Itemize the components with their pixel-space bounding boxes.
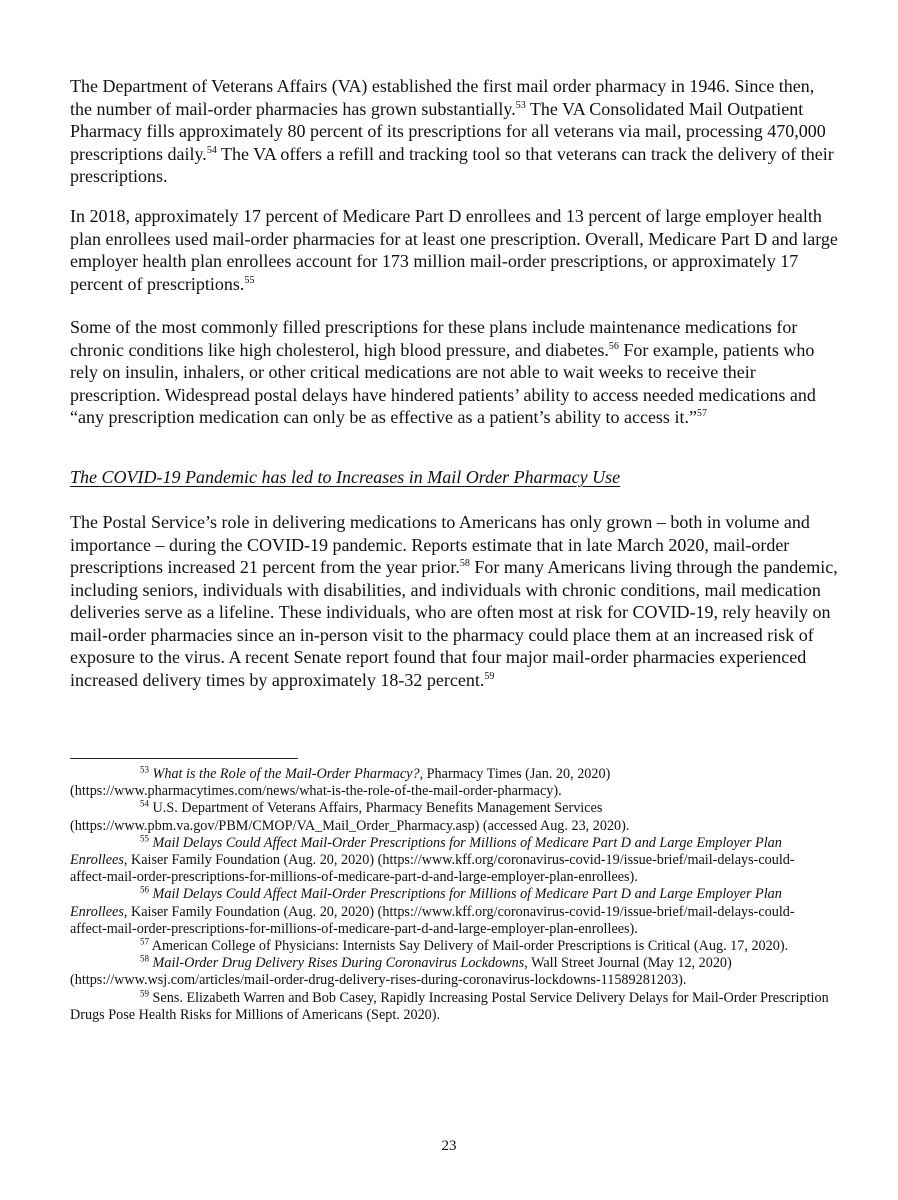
- footnote-ref-53[interactable]: 53: [515, 99, 526, 111]
- paragraph-medicare-enrollees: In 2018, approximately 17 percent of Medicare Part D enrollees and 13 percent of large employer health plan enrollees used mail-order pharmacies for at least one prescription. Overall, Medicare Part D and large employer health plan enrollees account for 173 million mail-order prescriptions, or approximately 17 percent of prescriptions.$^{55}$: [70, 206, 838, 294]
- footnote-55: $^{55}$ Mail Delays Could Affect Mail-Order Prescriptions for Millions of Medicare Part D and Large Employer Plan Enrollees, Kaiser Family Foundation (Aug. 20, 2020) (https://www.kff.org/coronavirus-covid-19/issue-brief/mail-delays-could-affect-mail-order-prescriptions-for-millions-of-medicare-part-d-and-large-employer-plan-enrollees).: [70, 833, 795, 886]
- footnote-ref-57[interactable]: 57: [696, 408, 707, 419]
- footnote-ref-55[interactable]: 55: [244, 274, 255, 286]
- footnote-53: $^{53}$ What is the Role of the Mail-Order Pharmacy?, Pharmacy Times (Jan. 20, 2020) (https://www.pharmacytimes.com/news/what-is-the-role-of-the-mail-order-pharmacy).: [70, 764, 611, 800]
- footnote-ref-59[interactable]: 59: [484, 670, 495, 682]
- footnotes: [70, 766, 830, 1024]
- footnote-divider: [70, 758, 298, 759]
- footnote-58: $^{58}$ Mail-Order Drug Delivery Rises During Coronavirus Lockdowns, Wall Street Journal (May 12, 2020) (https://www.wsj.com/articles/mail-order-drug-delivery-rises-during-coronavirus-lockdowns-11589281203).: [70, 953, 732, 989]
- footnote-ref-54[interactable]: 54: [206, 144, 217, 156]
- paragraph-covid-pandemic: The Postal Service’s role in delivering medications to Americans has only grown – both in volume and importance – during the COVID-19 pandemic. Reports estimate that in late March 2020, mail-order prescriptions increased 21 percent from the year prior.$^{58}$ For many Americans living through the pandemic, including seniors, individuals with disabilities, and individuals with chronic conditions, mail medication deliveries serve as a lifeline. These individuals, who are often most at risk for COVID-19, rely heavily on mail-order pharmacies since an in-person visit to the pharmacy could place them at an increased risk of exposure to the virus. A recent Senate report found that four major mail-order pharmacies experienced increased delivery times by approximately 18-32 percent.$^{59}$: [70, 512, 838, 690]
- paragraph-maintenance-medications: Some of the most commonly filled prescriptions for these plans include maintenance medications for chronic conditions like high cholesterol, high blood pressure, and diabetes.$^{56}$ For example, patients who rely on insulin, inhalers, or other critical medications are not able to wait weeks to receive their prescription. Widespread postal delays have hindered patients’ ability to access needed medications and “any prescription medication can only be as effective as a patient’s ability to access it.”$^{57}$: [70, 317, 816, 427]
- paragraph-va-mail-order: The Department of Veterans Affairs (VA) established the first mail order pharmacy in 1946. Since then, the number of mail-order pharmacies has grown substantially.$^{53}$ The VA Consolidated Mail Outpatient Pharmacy fills approximately 80 percent of its prescriptions for all veterans via mail, processing 470,000 prescriptions daily.$^{54}$ The VA offers a refill and tracking tool so that veterans can track the delivery of their prescriptions.: [70, 76, 834, 186]
- footnote-ref-58[interactable]: 58: [459, 558, 470, 569]
- section-heading: The COVID-19 Pandemic has led to Increases in Mail Order Pharmacy Use: [70, 467, 621, 487]
- footnote-57: $^{57}$ American College of Physicians: Internists Say Delivery of Mail-order Prescriptions is Critical (Aug. 17, 2020).: [140, 936, 789, 955]
- page-number: 23: [441, 1138, 457, 1154]
- footnote-59: $^{59}$ Sens. Elizabeth Warren and Bob Casey, Rapidly Increasing Postal Service Delivery Delays for Mail-Order Prescription Drugs Pose Health Risks for Millions of Americans (Sept. 2020).: [70, 987, 829, 1023]
- footnote-56: $^{56}$ Mail Delays Could Affect Mail-Order Prescriptions for Millions of Medicare Part D and Large Employer Plan Enrollees, Kaiser Family Foundation (Aug. 20, 2020) (https://www.kff.org/coronavirus-covid-19/issue-brief/mail-delays-could-affect-mail-order-prescriptions-for-millions-of-medicare-part-d-and-large-employer-plan-enrollees).: [70, 884, 795, 937]
- footnote-54: $^{54}$ U.S. Department of Veterans Affairs, Pharmacy Benefits Management Services (https://www.pbm.va.gov/PBM/CMOP/VA_Mail_Order_Pharmacy.asp) (accessed Aug. 23, 2020).: [70, 798, 630, 834]
- footnote-ref-56[interactable]: 56: [608, 340, 619, 352]
